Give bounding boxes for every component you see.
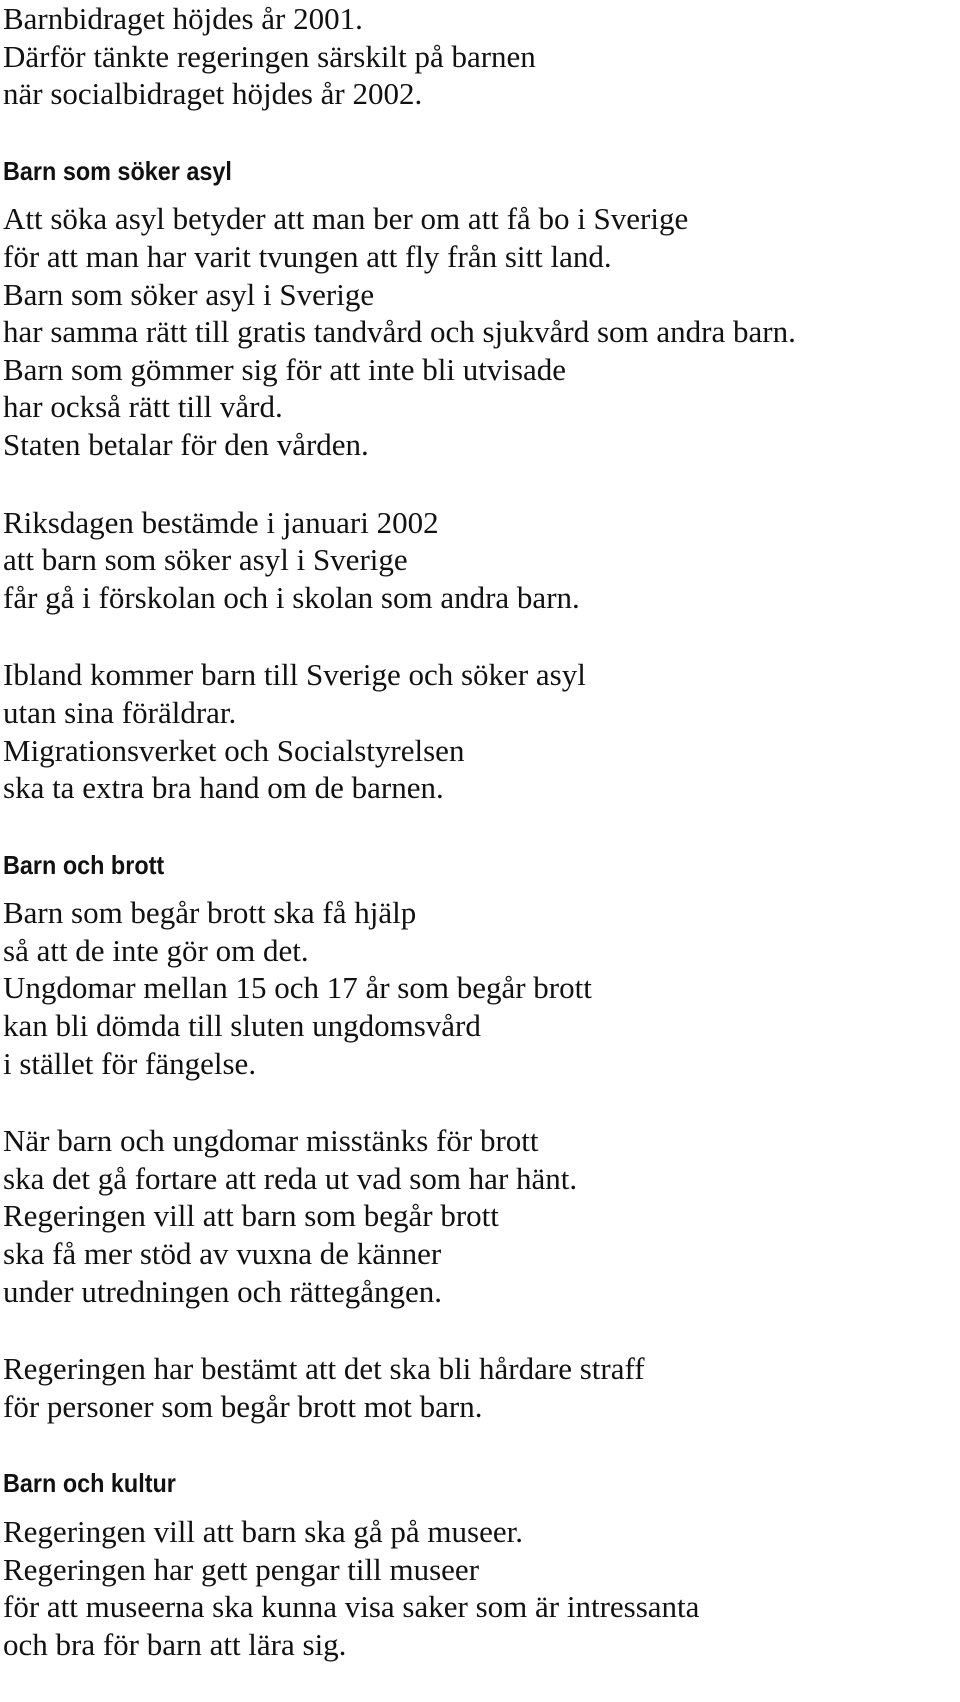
- text-line: Migrationsverket och Socialstyrelsen: [3, 732, 465, 768]
- text-line: för att man har varit tvungen att fly från sitt land.: [3, 238, 612, 274]
- text-line: ska det gå fortare att reda ut vad som har hänt.: [3, 1160, 578, 1196]
- text-line: för personer som begår brott mot barn.: [3, 1388, 483, 1424]
- paragraph: [3, 1350, 953, 1425]
- paragraph: [3, 1122, 953, 1310]
- paragraph: [3, 0, 953, 113]
- text-line: ska få mer stöd av vuxna de känner: [3, 1236, 442, 1272]
- text-line: har samma rätt till gratis tandvård och sjukvård som andra barn.: [3, 314, 796, 350]
- text-line: Regeringen vill att barn som begår brott: [3, 1198, 499, 1234]
- text-line: Ibland kommer barn till Sverige och söker asyl: [3, 657, 586, 693]
- paragraph: [3, 656, 953, 806]
- text-line: får gå i förskolan och i skolan som andra barn.: [3, 579, 580, 615]
- section-brott: [3, 847, 953, 1426]
- text-line: att barn som söker asyl i Sverige: [3, 542, 408, 578]
- paragraph: [3, 1513, 953, 1663]
- text-line: Barn som gömmer sig för att inte bli utvisade: [3, 351, 567, 387]
- text-line: under utredningen och rättegången.: [3, 1273, 442, 1309]
- text-line: i stället för fängelse.: [3, 1045, 257, 1081]
- text-line: Därför tänkte regeringen särskilt på barnen: [3, 38, 536, 74]
- text-line: kan bli dömda till sluten ungdomsvård: [3, 1008, 481, 1044]
- section-heading: Barn som söker asyl: [3, 155, 232, 186]
- text-line: Ungdomar mellan 15 och 17 år som begår brott: [3, 970, 592, 1006]
- text-line: Barnbidraget höjdes år 2001.: [3, 1, 363, 36]
- section-kultur: [3, 1465, 953, 1663]
- text-line: Barn som söker asyl i Sverige: [3, 276, 375, 312]
- text-line: för att museerna ska kunna visa saker som är intressanta: [3, 1589, 700, 1625]
- text-line: ska ta extra bra hand om de barnen.: [3, 770, 444, 806]
- paragraph: [3, 200, 953, 463]
- text-line: när socialbidraget höjdes år 2002.: [3, 76, 423, 112]
- paragraph: [3, 894, 953, 1082]
- text-line: Riksdagen bestämde i januari 2002: [3, 504, 439, 540]
- text-line: Barn som begår brott ska få hjälp: [3, 895, 417, 931]
- text-line: Regeringen har gett pengar till museer: [3, 1551, 480, 1587]
- text-line: Regeringen har bestämt att det ska bli hårdare straff: [3, 1351, 645, 1387]
- document-page: [3, 0, 953, 1663]
- text-line: och bra för barn att lära sig.: [3, 1626, 347, 1662]
- text-line: Staten betalar för den vården.: [3, 426, 369, 462]
- paragraph: [3, 504, 953, 617]
- section-intro: [3, 0, 953, 113]
- text-line: När barn och ungdomar misstänks för brott: [3, 1123, 539, 1159]
- section-asyl: [3, 153, 953, 807]
- text-line: Att söka asyl betyder att man ber om att få bo i Sverige: [3, 201, 689, 237]
- section-heading: Barn och brott: [3, 849, 165, 880]
- text-line: så att de inte gör om det.: [3, 932, 309, 968]
- section-heading: Barn och kultur: [3, 1468, 176, 1499]
- text-line: har också rätt till vård.: [3, 389, 283, 425]
- text-line: utan sina föräldrar.: [3, 694, 237, 730]
- text-line: Regeringen vill att barn ska gå på museer.: [3, 1514, 523, 1549]
